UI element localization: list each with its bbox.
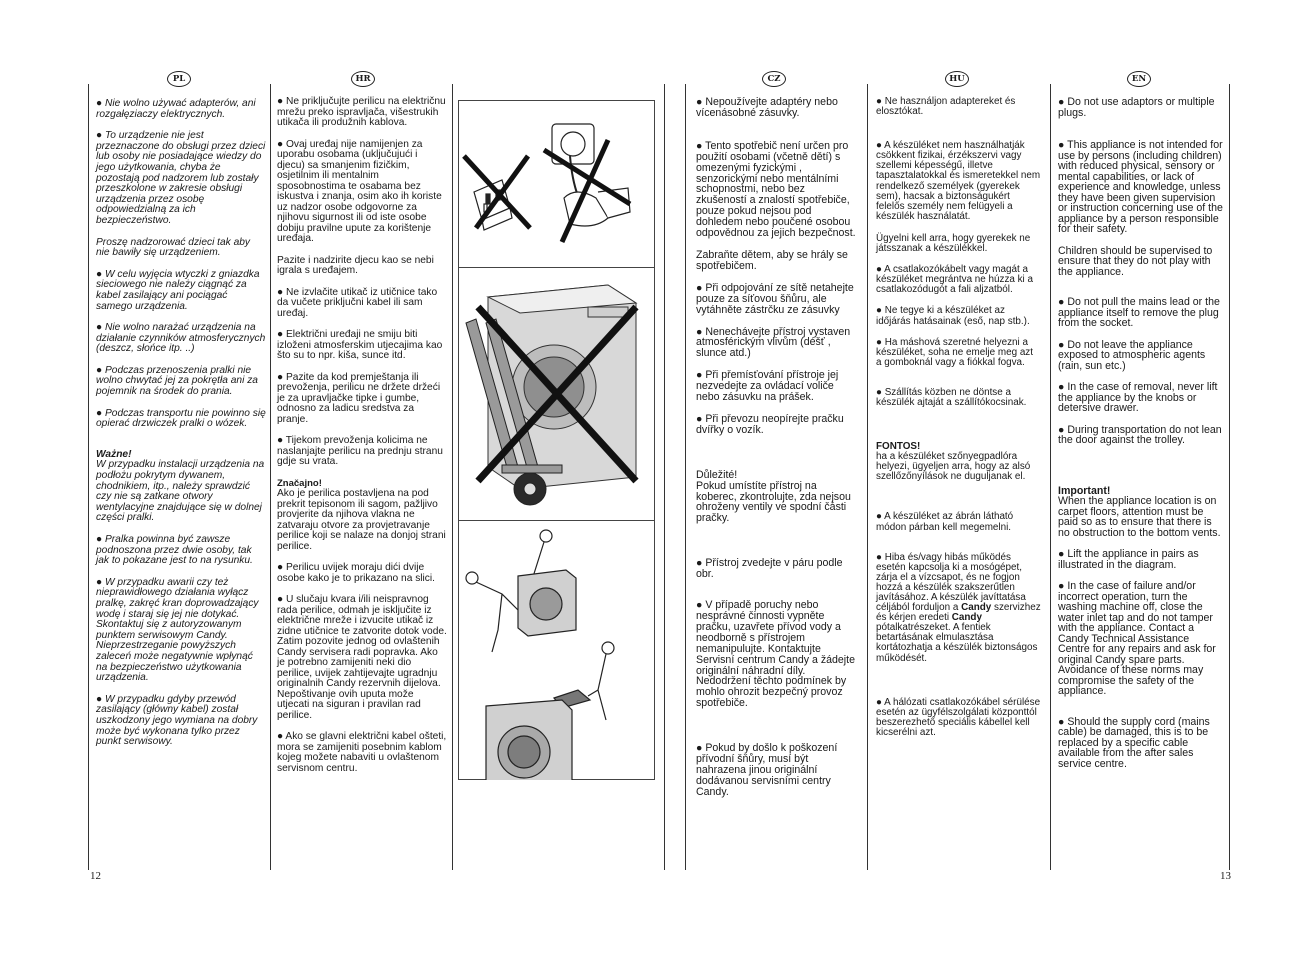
en-item-children: Children should be supervised to ensure that they do not play with the appliance. xyxy=(1058,244,1213,278)
pl-item-cable: ● W przypadku gdyby przewód zasilający (główny kabel) został uszkodzony jego wymiana na dobry może być wykonana tylko przez punkt serwisowy. xyxy=(96,693,258,748)
pl-item-persons: ● To urządzenie nie jest przeznaczone do obsługi przez dzieci lub osoby nie posiadające wiedzy do jego użytkowania, chyba że pozostają pod nadzorem lub zostały przeszkolone w zakresie obsługi urządzenia przez osobę odpowiedzialną za ich bezpieczeństwo. xyxy=(96,130,266,226)
column-divider xyxy=(867,84,868,870)
hr-item-children: Pazite i nadzirite djecu kao se nebi igrala s uređajem. xyxy=(277,254,434,276)
hu-item-moving: ● Ha máshová szeretné helyezni a készüléket, soha ne emelje meg azt a gomboknál vagy a fiókkal fogva. xyxy=(876,336,1033,368)
column-hr xyxy=(277,97,447,785)
pl-item-transport: ● Podczas transportu nie powinno się opierać drzwiczek pralki o wózek. xyxy=(96,407,266,430)
language-badge-cz: CZ xyxy=(762,71,786,87)
hu-item-persons: ● A készüléket nem használhatják csökkent fizikai, érzékszervi vagy szellemi képességű, illetve tapasztalatokkal és ismeretekkel nem rendelkező személyek (gyerekek sem), hacsak a biztonságukért felelős személy nem felügyeli a készülék használatát. xyxy=(876,140,1041,222)
column-divider xyxy=(270,84,271,870)
column-divider xyxy=(1229,84,1230,870)
two-person-lift-illustration xyxy=(458,520,655,780)
hu-item-carpet: ha a készüléket szőnyegpadlóra helyezi, ügyeljen arra, hogy az alsó szellőzőnyílások ne duguljanak el. xyxy=(876,451,1031,483)
column-pl xyxy=(96,99,266,759)
pl-item-plug: ● W celu wyjęcia wtyczki z gniazdka sieciowego nie należy ciągnąć za kabel zasilający ani pociągać samego urządzenia. xyxy=(96,268,260,312)
cz-item-moving: ● Při přemísťování přístroje jej nezvedejte za ovládací voliče nebo zásuvku na prášek. xyxy=(696,369,839,404)
hu-item-failure: ● Hiba és/vagy hibás működés esetén kapcsolja ki a mosógépet, zárja el a vízcsapot, és ne fogjon hozzá a készülék szakszerűtlen javításához. A készülék javíttatása céljából forduljon a Candy szervizhez és kérjen eredeti Candy pótalkatrészeket. A fentiek betartásának elmulasztása kortátozhatja a készülék biztonságos működését. xyxy=(876,551,1041,664)
cz-item-persons: ● Tento spotřebič není určen pro použití osobami (včetně dětí) s omezenými fyzickými , senzorickými nebo mentálními schopnostmi, nebo bez zkušeností a znalostí spotřebiče, pouze pokud nejsou pod dohledem nebo poučené osobou odpovědnou za jejich bezpečnost. xyxy=(696,139,856,240)
en-item-failure: ● In the case of failure and/or incorrect operation, turn the washing machine off, close the water inlet tap and do not tamper with the appliance. Contact a Candy Technical Assistance Centre for any repairs and ask for original Candy spare parts. Avoidance of these norms may compromise the safety of the appliance. xyxy=(1058,580,1216,697)
person-on-phone-icon xyxy=(588,642,614,720)
pl-item-children: Proszę nadzorować dzieci tak aby nie bawiły się urządzeniem. xyxy=(96,236,251,259)
washing-machine-icon xyxy=(518,570,576,636)
en-item-plug: ● Do not pull the mains lead or the appliance itself to remove the plug from the socket. xyxy=(1058,296,1220,329)
en-item-persons: ● This appliance is not intended for use by persons (including children) with reduced physical, sensory or mental capabilities, or lack of experience and knowledge, unless they have been given supervision or instruction concerning use of the appliance by a person responsible for their safety. xyxy=(1058,139,1223,235)
cz-item-lift: ● Přístroj zvedejte v páru podle obr. xyxy=(696,557,843,581)
pl-item-moving: ● Podczas przenoszenia pralki nie wolno chwytać jej za pokrętła ani za pojemnik na środek do prania. xyxy=(96,364,258,398)
cz-item-plug: ● Při odpojování ze sítě netahejte pouze za síťovou šňůru, ale vytáhněte zástrčku ze zásuvky xyxy=(696,281,854,316)
hr-important-heading: Značajno! xyxy=(277,477,322,489)
cz-item-transport: ● Při převozu neopírejte pračku dvířky o vozík. xyxy=(696,412,844,436)
language-badge-hu: HU xyxy=(945,71,969,87)
en-item-cable: ● Should the supply cord (mains cable) be damaged, this is to be replaced by a specific cable available from the after sales service centre. xyxy=(1058,715,1210,770)
column-divider xyxy=(685,84,686,870)
en-item-weather: ● Do not leave the appliance exposed to atmospheric agents (rain, sun etc.) xyxy=(1058,338,1206,372)
column-divider xyxy=(88,84,89,870)
hr-item-plug: ● Ne izvlačite utikač iz utičnice tako da vučete priključni kabel ili sam uređaj. xyxy=(277,286,438,319)
pl-item-weather: ● Nie wolno narażać urządzenia na działanie czynników atmosferycznych (deszcz, słońce itp. ..) xyxy=(96,322,266,355)
person-icon xyxy=(466,572,518,652)
hu-item-plug: ● A csatlakozókábelt vagy magát a készüléket megrántva ne húzza ki a csatlakozódugót a fali aljzatból. xyxy=(876,264,1033,296)
center-divider xyxy=(664,84,665,870)
column-divider xyxy=(1050,84,1051,870)
cz-item-failure: ● V případě poruchy nebo nesprávné činnosti vypněte pračku, uzavřete přívod vody a neodborně s přístrojem nemanipulujte. Kontaktujte Servisní centrum Candy a žádejte originální náhradní díly. Nedodržení těchto podmínek by mohlo ohrozit bezpečný provoz spotřebiče. xyxy=(696,599,855,710)
en-item-lift: ● Lift the appliance in pairs as illustrated in the diagram. xyxy=(1058,548,1199,571)
hr-item-persons: ● Ovaj uređaj nije namijenjen za uporabu osobama (uključujući i djecu) sa smanjenim fizičkim, osjetilnim ili mentalnim sposobnostima te osabama bez iskustva i znanja, osim ako ih koriste uz nadzor osobe odgovorne za njihovu sigurnost ili od iste osobe dobiju pravilne upute za korištenje uređaja. xyxy=(277,138,442,244)
en-important-heading: Important! xyxy=(1058,484,1111,497)
hu-item-adapters: ● Ne használjon adaptereket és elosztókat. xyxy=(876,96,1016,118)
no-adapter-illustration xyxy=(458,100,655,267)
page-number-right: 13 xyxy=(1220,870,1231,882)
hr-item-moving: ● Pazite da kod premještanja ili prevoženja, perilicu ne držete držeći je za upravljačke tipke i gumbe, odnosno za ladicu sredstva za pranje. xyxy=(277,371,441,425)
pl-item-failure: ● W przypadku awarii czy też nieprawidłowego działania wyłącz pralkę, zakręć kran doprowadzający wodę i staraj się jej nie dotykać. Skontaktuj się z autoryzowanym punktem serwisowym Candy. Nieprzestrzeganie powyższych zaleceń może negatywnie wpłynąć na bezpieczeństwo użytkowania urządzenia. xyxy=(96,576,259,684)
hu-item-weather: ● Ne tegye ki a készüléket az időjárás hatásainak (eső, nap stb.). xyxy=(876,305,1030,327)
column-cz xyxy=(696,97,856,809)
hr-item-adapters: ● Ne priključujte perilicu na električnu mrežu preko ispravljača, višestrukih utikača ili produžnih kablova. xyxy=(277,96,446,128)
cz-important-heading: Důležité! xyxy=(696,468,738,481)
trolley-illustration xyxy=(458,267,655,520)
hu-item-children: Ügyelni kell arra, hogy gyerekek ne játsszanak a készülékkel. xyxy=(876,232,1031,255)
hr-item-failure: ● U slučaju kvara i/ili neispravnog rada perilice, odmah je isključite iz električne mreže i izvucite utikač iz zidne utičnice te zatvorite dotok vode. Zatim pozovite jednog od ovlaštenih Candy servisera radi popravka. Ako je potrebno zamijeniti neki dio perilice, uvijek zahtijevajte ugradnju originalnih Candy rezervnih dijelova. Nepoštivanje ovih uputa može utjecati na siguran i pravilan rad perilice. xyxy=(277,594,447,721)
cz-item-cable: ● Pokud by došlo k poškození přívodní šňůry, musí být nahrazena jinou originální dodávanou servisními centry Candy. xyxy=(696,742,838,798)
pl-item-carpet: W przypadku instalacji urządzenia na podłożu pokrytym dywanem, chodnikiem, itp., należy sprawdzić czy nie są zatkane otwory wentylacyjne znajdujące się w dolnej części pralki. xyxy=(96,459,265,524)
hr-item-carpet: Ako je perilica postavljena na pod prekrit tepisonom ili sagom, pažljivo provjerite da njihova vlakna ne zatvaraju otvore za provjetravanje perilice koji se nalaze na donjoj strani perilice. xyxy=(277,488,446,552)
en-item-moving: ● In the case of removal, never lift the appliance by the knobs or detersive drawer. xyxy=(1058,381,1218,414)
hu-important-heading: FONTOS! xyxy=(876,441,921,453)
language-badge-pl: PL xyxy=(167,71,191,87)
page-number-left: 12 xyxy=(90,870,101,882)
pl-item-adapters: ● Nie wolno używać adapterów, ani rozgałęziaczy elektrycznych. xyxy=(96,98,256,120)
cz-item-children: Zabraňte dětem, aby se hrály se spotřebičem. xyxy=(696,248,848,272)
column-divider xyxy=(452,84,453,870)
illustration-panel xyxy=(458,100,655,780)
hr-item-transport: ● Tijekom prevoženja kolicima ne naslanjajte perilicu na prednju stranu gdje su vrata. xyxy=(277,435,443,467)
hu-item-lift: ● A készüléket az ábrán látható módon párban kell megemelni. xyxy=(876,511,1014,533)
hr-item-lift: ● Perilicu uvijek moraju dići dvije osobe kako je to prikazano na slici. xyxy=(277,562,435,584)
cz-item-adapters: ● Nepoužívejte adaptéry nebo vícenásobné zásuvky. xyxy=(696,96,838,119)
cz-item-weather: ● Nenechávejte přístroj vystaven atmosférickým vlivům (déšť , slunce atd.) xyxy=(696,325,851,360)
pl-important-heading: Ważne! xyxy=(96,448,132,460)
en-item-adapters: ● Do not use adaptors or multiple plugs. xyxy=(1058,96,1215,119)
column-hu xyxy=(876,97,1041,749)
pl-item-lift: ● Pralka powinna być zawsze podnoszona przez dwie osoby, tak jak to pokazane jest to na rysunku. xyxy=(96,534,253,567)
hu-item-cable: ● A hálózati csatlakozókábel sérülése esetén az ügyfélszolgálati központtól beszerezhető speciális kábellel kell kicserélni azt. xyxy=(876,696,1041,738)
hr-item-cable: ● Ako se glavni električni kabel ošteti, mora se zamijeniti posebnim kablom kojeg možete nabaviti u ovlaštenom servisnom centru. xyxy=(277,731,447,774)
hr-item-weather: ● Električni uređaji ne smiju biti izloženi atmosferskim utjecajima kao što su to npr. kiša, sunce itd. xyxy=(277,329,443,361)
language-badge-en: EN xyxy=(1127,71,1151,87)
hu-item-transport: ● Szállítás közben ne döntse a készülék ajtaját a szállítókocsinak. xyxy=(876,386,1027,408)
column-en xyxy=(1058,97,1223,780)
en-item-carpet: When the appliance location is on carpet floors, attention must be paid so as to ensure that there is no obstruction to the bottom vents. xyxy=(1058,495,1221,539)
en-item-transport: ● During transportation do not lean the door against the trolley. xyxy=(1058,423,1222,446)
cz-item-carpet: Pokud umístíte přístroj na koberec, zkontrolujte, zda nejsou ohroženy ventily ve spodní části pračky. xyxy=(696,479,851,525)
language-badge-hr: HR xyxy=(351,71,375,87)
washing-machine-icon xyxy=(486,700,572,780)
